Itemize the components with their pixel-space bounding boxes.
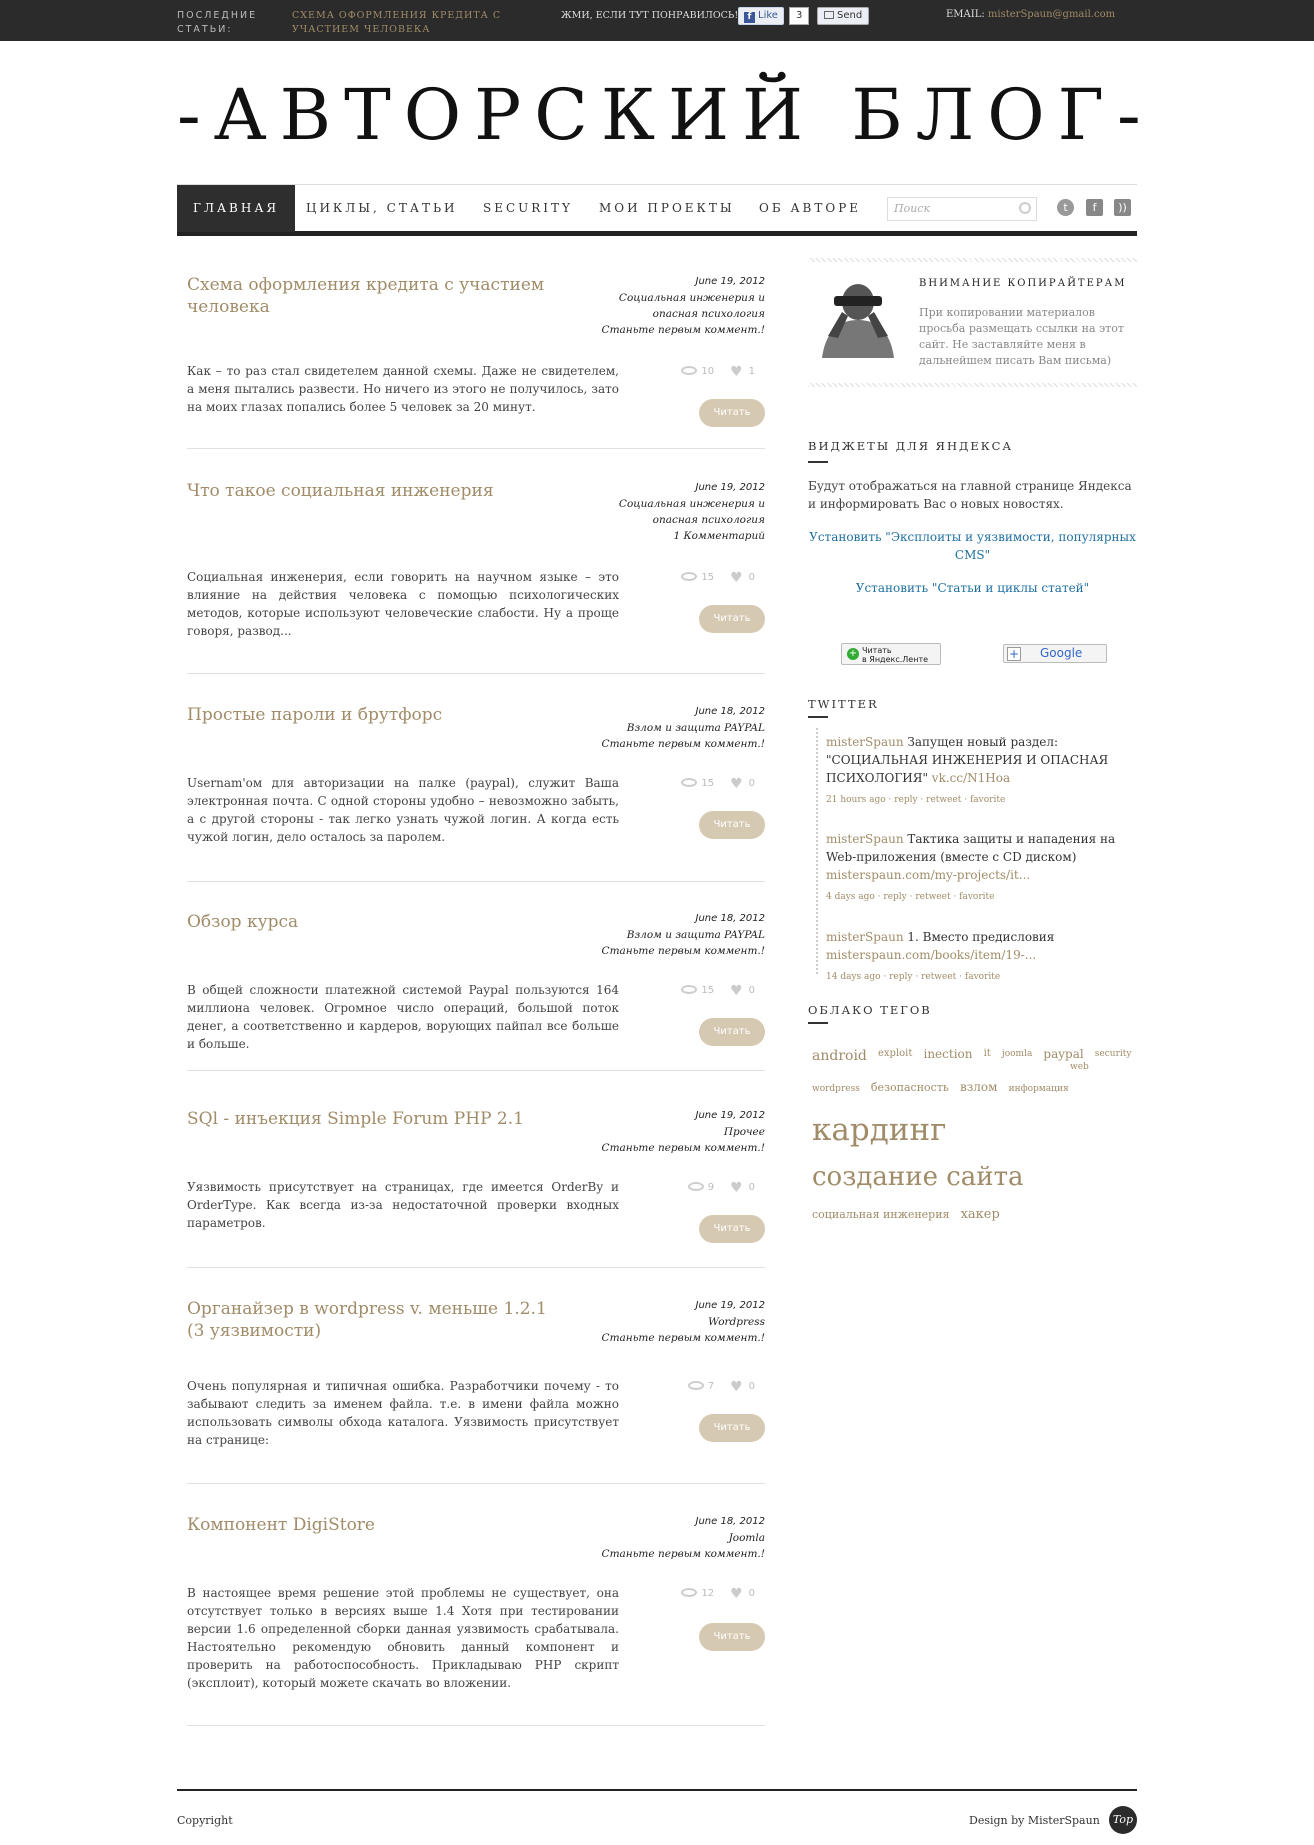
post-excerpt: В общей сложности платежной системой Paypal пользуются 164 миллиона человек. Огромное число операций, большой поток денег, а соответственно и кардеров, ворующих пайпал все больше и больше. [187,983,619,1051]
post-meta [575,480,765,544]
copywriters-text: При копировании материалов просьба размещать ссылки на этот сайт. Не заставляйте меня в дальнейшем писать Вам письма) [919,306,1124,367]
tweet-user[interactable]: misterSpaun [826,832,904,846]
read-more-button[interactable]: Читать [699,811,765,839]
post-date: June 18, 2012 [695,913,765,924]
tag-security-ru[interactable]: безопасность [870,1081,949,1094]
post-divider [187,673,765,674]
post-comments[interactable]: Станьте первым коммент.! [601,1332,765,1344]
tweet-text: Запущен новый раздел: "СОЦИАЛЬНАЯ ИНЖЕНЕРИЯ И ОПАСНАЯ ПСИХОЛОГИЯ" [826,735,1109,785]
post-category[interactable]: Wordpress [708,1316,765,1328]
facebook-like-button[interactable] [738,7,784,25]
author-avatar [808,276,908,358]
likes-count: 0 [748,1588,755,1599]
post-excerpt: Как – то раз стал свидетелем данной схемы. Даже не свидетелем, а меня пытались развести. Но ничего из этого не получилось, зато на моих глазах попались более 5 человек за 20 минут. [187,364,619,414]
facebook-send-button[interactable] [817,7,869,25]
top-bar [0,0,1314,41]
post-meta [575,1514,765,1562]
tweet-text: Тактика защиты и нападения на Web-приложения (вместе с CD диском) [826,832,1116,864]
post-divider [187,1267,765,1268]
facebook-like-count: 3 [789,7,809,25]
post-title[interactable]: Схема оформления кредита с участием человека [187,275,545,317]
facebook-icon: f [744,12,755,23]
email-link[interactable]: misterSpaun@gmail.com [987,9,1116,20]
likes-count: 1 [748,366,755,377]
post-divider [187,1725,765,1726]
post-date: June 19, 2012 [695,1110,765,1121]
tweet-user[interactable]: misterSpaun [826,735,904,749]
tweet-link[interactable]: misterspaun.com/my-projects/it... [826,868,1031,882]
footer-design-credit: Design by MisterSpaun [969,1814,1100,1827]
yandex-lenta-button[interactable] [841,643,941,665]
twitter-icon[interactable]: t [1057,199,1074,216]
latest-article-link[interactable]: СХЕМА ОФОРМЛЕНИЯ КРЕДИТА С УЧАСТИЕМ ЧЕЛОВЕКА [292,10,502,35]
post-divider [187,448,765,449]
heart-icon[interactable]: ♥ [730,983,743,999]
read-more-button[interactable]: Читать [699,1623,765,1651]
views-icon [681,778,697,787]
post-excerpt: Уязвимость присутствует на страницах, где имеется OrderBy и OrderType. Как всегда из-за недостаточной проверки входных параметров. [187,1180,619,1230]
post-title[interactable]: Органайзер в wordpress v. меньше 1.2.1 (3 уязвимости) [187,1299,547,1341]
tag-exploit[interactable]: exploit [877,1048,913,1059]
facebook-icon[interactable]: f [1086,199,1103,216]
post-date: June 19, 2012 [695,482,765,493]
read-more-button[interactable]: Читать [699,1215,765,1243]
post-divider [187,1070,765,1071]
post-date: June 19, 2012 [695,1300,765,1311]
tweet-text: 1. Вместо предисловия [907,930,1055,944]
yandex-install-link-articles[interactable]: Установить "Статьи и циклы статей" [855,581,1090,595]
add-to-google-button[interactable] [1003,644,1107,663]
read-more-button[interactable]: Читать [699,1414,765,1442]
tag-hacker[interactable]: хакер [960,1207,1000,1222]
search-input[interactable] [887,197,1037,221]
post-date: June 19, 2012 [695,276,765,287]
post-comments[interactable]: Станьте первым коммент.! [601,1548,765,1560]
post-excerpt: Очень популярная и типичная ошибка. Разработчики почему - то забывают следить за именем файла. т.е. в имени файла можно использовать символы обхода каталога. Уязвимость присутствует на странице: [187,1379,619,1447]
likes-count: 0 [748,1182,755,1193]
tag-social-engineering[interactable]: социальная инженерия [812,1208,950,1221]
tweet [826,830,1136,906]
heart-icon[interactable]: ♥ [730,1180,743,1196]
nav-item-articles[interactable]: ЦИКЛЫ, СТАТЬИ [306,201,458,215]
post-excerpt: В настоящее время решение этой проблемы не существует, она отсутствует только в версиях выше 1.4 Хотя при тестировании версии 1.6 определенной сборки данная уязвимость срабатывала. Настоятельно рекомендую обновить данный компонент и проверить на работоспособность. Прикладываю PHP скрипт (эксплоит), который можете скачать во вложении. [187,1586,619,1690]
post-category[interactable]: Социальная инженерия и опасная психология [618,292,765,320]
tag-web[interactable]: web [1070,1062,1089,1072]
views-icon [688,1182,704,1191]
tweet-link[interactable]: misterspaun.com/books/item/19-... [826,948,1037,962]
post-stats [655,776,755,792]
views-count: 15 [701,572,715,583]
views-icon [681,572,697,581]
tag-carding[interactable]: кардинг [812,1112,947,1148]
tag-security[interactable]: security [1094,1049,1132,1059]
facebook-send-label: Send [837,10,863,21]
post-category[interactable]: Взлом и защита PAYPAL [626,722,765,734]
views-count: 12 [701,1588,715,1599]
likes-count: 0 [748,1381,755,1392]
post-title[interactable]: Обзор курса [187,912,299,932]
post-excerpt: Социальная инженерия, если говорить на научном языке – это влияние на действия человека с помощью психологических методов, которые используют человеческие слабости. Ну а проще говоря, развод... [187,570,619,638]
heart-icon[interactable]: ♥ [730,776,743,792]
nav-item-projects[interactable]: МОИ ПРОЕКТЫ [599,201,735,215]
post-meta [575,704,765,752]
post-divider [187,881,765,882]
read-more-button[interactable]: Читать [699,1018,765,1046]
tag-inection[interactable]: inection [923,1047,973,1061]
post-title[interactable]: Простые пароли и брутфорс [187,705,443,725]
read-more-button[interactable]: Читать [699,605,765,633]
post-stats [655,983,755,999]
widget-underline [808,716,828,718]
post-excerpt: Usernam'ом для авторизации на палке (paypal), служит Ваша электронная почта. С одной стороны удобно – невозможно забыть, а с другой стороны - так легко узнать чужой логин. А когда есть чужой логин, дело осталось за паролем. [187,776,619,844]
post-title[interactable]: SQl - инъекция Simple Forum PHP 2.1 [187,1109,524,1129]
nav-item-home[interactable]: ГЛАВНАЯ [177,185,295,232]
post-meta [575,274,765,338]
likes-count: 0 [748,778,755,789]
tweet [826,928,1136,986]
yandex-widget-title: ВИДЖЕТЫ ДЛЯ ЯНДЕКСА [808,439,1014,453]
footer-copyright: Copyright [177,1814,233,1827]
tag-site-creation[interactable]: создание сайта [812,1162,1024,1192]
tweet-link[interactable]: vk.cc/N1Hoa [931,771,1011,785]
views-icon [688,1381,704,1390]
email-label: EMAIL: [946,9,985,20]
heart-icon[interactable]: ♥ [730,1586,743,1602]
rss-icon[interactable]: )) [1114,199,1131,216]
post-meta [575,1108,765,1156]
heart-icon[interactable]: ♥ [730,570,743,586]
views-icon [681,985,697,994]
widget-underline [808,461,828,463]
search-placeholder: Поиск [894,202,931,215]
email-contact [946,9,1115,20]
tag-cloud-title: ОБЛАКО ТЕГОВ [808,1003,932,1017]
latest-articles-label: ПОСЛЕДНИЕ СТАТЬИ: [177,10,258,35]
yandex-button-line1: Читать [862,646,892,655]
tweet-meta[interactable]: 21 hours ago · reply · retweet · favorite [826,795,1006,805]
plus-icon: + [1008,647,1020,661]
tweet-meta[interactable]: 4 days ago · reply · retweet · favorite [826,892,995,902]
post-date: June 18, 2012 [695,1516,765,1527]
post-date: June 18, 2012 [695,706,765,717]
post-title[interactable]: Компонент DigiStore [187,1515,375,1535]
footer-divider [177,1789,1137,1791]
main-navigation [177,184,1137,236]
views-count: 15 [701,985,715,996]
nav-item-about[interactable]: ОБ АВТОРЕ [759,201,862,215]
send-icon [824,11,834,19]
post-comments[interactable]: Станьте первым коммент.! [601,1142,765,1154]
yandex-button-line2: в Яндекс.Ленте [862,655,929,664]
tag-hacking[interactable]: взлом [960,1080,998,1094]
yandex-widget-text: Будут отображаться на главной странице Яндекса и информировать Вас о новых новостях. [808,479,1132,511]
tweet-user[interactable]: misterSpaun [826,930,904,944]
views-count: 7 [707,1381,715,1392]
post-divider [187,1483,765,1484]
views-icon [681,366,697,375]
tag-android[interactable]: android [812,1048,867,1064]
copywriters-title: ВНИМАНИЕ КОПИРАЙТЕРАМ [919,278,1127,289]
facebook-like-label: Like [758,10,778,21]
post-category[interactable]: Социальная инженерия и опасная психология [618,498,765,526]
views-count: 15 [701,778,715,789]
post-comments[interactable]: Станьте первым коммент.! [601,945,765,957]
tag-paypal[interactable]: paypal [1043,1047,1084,1061]
post-title[interactable]: Что такое социальная инженерия [187,481,494,501]
post-category[interactable]: Взлом и защита PAYPAL [626,929,765,941]
post-stats [655,1180,755,1196]
post-meta [575,1298,765,1346]
widget-divider [808,383,1137,387]
back-to-top-button[interactable]: Top [1109,1806,1137,1834]
yandex-install-link-exploits[interactable]: Установить "Эксплоиты и уязвимости, популярных CMS" [809,530,1136,562]
post-category[interactable]: Joomla [728,1532,765,1544]
tag-wordpress[interactable]: wordpress [812,1084,860,1094]
twitter-feed-rule [816,728,818,976]
likes-count: 0 [748,985,755,996]
tag-it[interactable]: it [983,1048,991,1059]
tag-cloud [812,1045,1137,1222]
post-stats [655,1586,755,1602]
tweet [826,733,1136,809]
widget-underline [808,1022,828,1024]
post-comments[interactable]: 1 Комментарий [673,530,765,542]
post-meta [575,911,765,959]
views-count: 9 [707,1182,715,1193]
heart-icon[interactable]: ♥ [730,364,743,380]
plus-icon: + [848,648,858,659]
twitter-widget-title: TWITTER [808,697,879,711]
post-stats [655,1379,755,1395]
search-icon[interactable] [1019,202,1031,214]
widget-divider [808,258,1137,262]
tweet-meta[interactable]: 14 days ago · reply · retweet · favorite [826,972,1001,982]
nav-item-security[interactable]: SECURITY [483,201,573,215]
heart-icon[interactable]: ♥ [730,1379,743,1395]
tag-joomla[interactable]: joomla [1001,1049,1033,1059]
views-count: 10 [701,366,715,377]
like-prompt: ЖМИ, ЕСЛИ ТУТ ПОНРАВИЛОСЬ! [561,10,739,21]
post-comments[interactable]: Станьте первым коммент.! [601,324,765,336]
read-more-button[interactable]: Читать [699,399,765,427]
post-stats [655,364,755,380]
google-label: Google [1040,646,1083,660]
post-comments[interactable]: Станьте первым коммент.! [601,738,765,750]
views-icon [681,1588,697,1597]
likes-count: 0 [748,572,755,583]
post-category[interactable]: Прочее [723,1126,765,1138]
site-title[interactable]: -АВТОРСКИЙ БЛОГ- [177,74,1154,156]
tag-information[interactable]: информация [1008,1084,1069,1094]
post-stats [655,570,755,586]
